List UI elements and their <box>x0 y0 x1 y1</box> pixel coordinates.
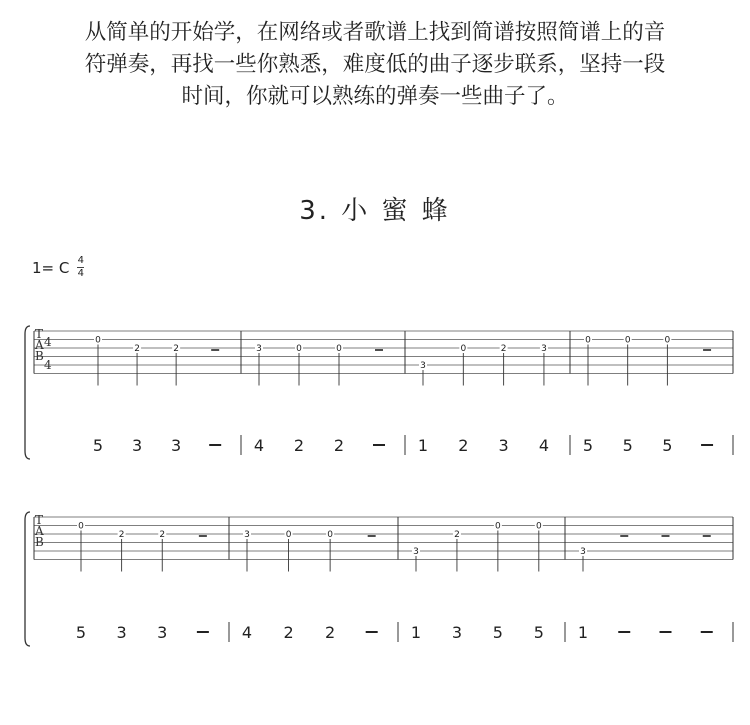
tab-fret-number: 0 <box>535 521 542 532</box>
tab-clef-letter: B <box>35 535 44 549</box>
jianpu-note: 4 <box>253 436 265 455</box>
tab-clef-letter: T <box>35 327 44 341</box>
jianpu-note: 3 <box>171 436 182 455</box>
song-title: 3. 小 蜜 蜂 <box>299 196 451 226</box>
tab-fret-number: 2 <box>134 344 140 354</box>
jianpu-note: 5 <box>582 436 594 455</box>
jianpu-note: 5 <box>75 623 87 642</box>
tab-fret-number: 0 <box>460 344 467 354</box>
system-brace <box>25 512 30 646</box>
jianpu-note: 5 <box>92 436 104 455</box>
jianpu-note: 2 <box>333 436 345 455</box>
jianpu-note: 2 <box>283 623 294 642</box>
jianpu-note: 2 <box>293 436 305 455</box>
jianpu-note: 3 <box>116 623 127 642</box>
tab-fret-number: 3 <box>580 547 586 557</box>
jianpu-note: 5 <box>622 436 633 455</box>
tab-fret-number: 0 <box>664 335 671 346</box>
tab-time-sig-bottom: 4 <box>44 358 52 372</box>
tab-fret-number: 2 <box>118 530 125 540</box>
tab-fret-number: 3 <box>541 344 547 354</box>
jianpu-note: 5 <box>662 436 673 455</box>
jianpu-note: 4 <box>241 623 253 642</box>
tab-fret-number: 3 <box>420 361 426 371</box>
tab-fret-number: 3 <box>413 547 419 557</box>
tab-fret-number: 0 <box>285 530 292 540</box>
system-brace <box>25 326 30 459</box>
tab-clef-letter: T <box>35 513 44 527</box>
jianpu-note: 5 <box>492 623 503 642</box>
jianpu-note: 3 <box>498 436 509 455</box>
time-sig-bottom: 4 <box>77 268 85 279</box>
intro-line: 时间，你就可以熟练的弹奏一些曲子了。 <box>181 84 569 109</box>
tab-fret-number: 0 <box>336 344 342 354</box>
jianpu-note: 3 <box>451 623 463 642</box>
tab-fret-number: 2 <box>173 344 179 354</box>
tab-fret-number: 2 <box>500 344 507 354</box>
jianpu-note: 1 <box>577 623 589 642</box>
tab-fret-number: 0 <box>78 521 84 532</box>
tab-fret-number: 2 <box>159 530 166 540</box>
jianpu-note: 3 <box>157 623 168 642</box>
tab-fret-number: 0 <box>296 344 302 354</box>
jianpu-note: 3 <box>131 436 143 455</box>
tab-clef-letter: A <box>35 524 44 538</box>
jianpu-note: 1 <box>417 436 429 455</box>
tab-fret-number: 0 <box>624 335 631 346</box>
tab-fret-number: 2 <box>454 530 460 540</box>
jianpu-note: 2 <box>458 436 469 455</box>
jianpu-note: 5 <box>533 623 544 642</box>
tab-clef-letter: B <box>35 349 44 363</box>
tab-fret-number: 0 <box>495 521 501 532</box>
jianpu-note: 2 <box>325 623 336 642</box>
tab-fret-number: 0 <box>95 335 101 346</box>
tab-fret-number: 3 <box>256 344 262 354</box>
key-label: 1= C <box>32 258 70 277</box>
jianpu-note: 4 <box>538 436 550 455</box>
tab-fret-number: 0 <box>585 335 591 346</box>
jianpu-note: 1 <box>410 623 422 642</box>
intro-line: 符弹奏，再找一些你熟悉，难度低的曲子逐步联系，坚持一段 <box>84 52 666 77</box>
tab-time-sig-top: 4 <box>44 335 52 349</box>
time-sig-top: 4 <box>77 255 85 266</box>
tab-fret-number: 3 <box>244 530 250 540</box>
tab-fret-number: 0 <box>327 530 333 540</box>
tab-clef-letter: A <box>35 338 44 352</box>
intro-line: 从简单的开始学，在网络或者歌谱上找到简谱按照简谱上的音 <box>84 20 666 45</box>
